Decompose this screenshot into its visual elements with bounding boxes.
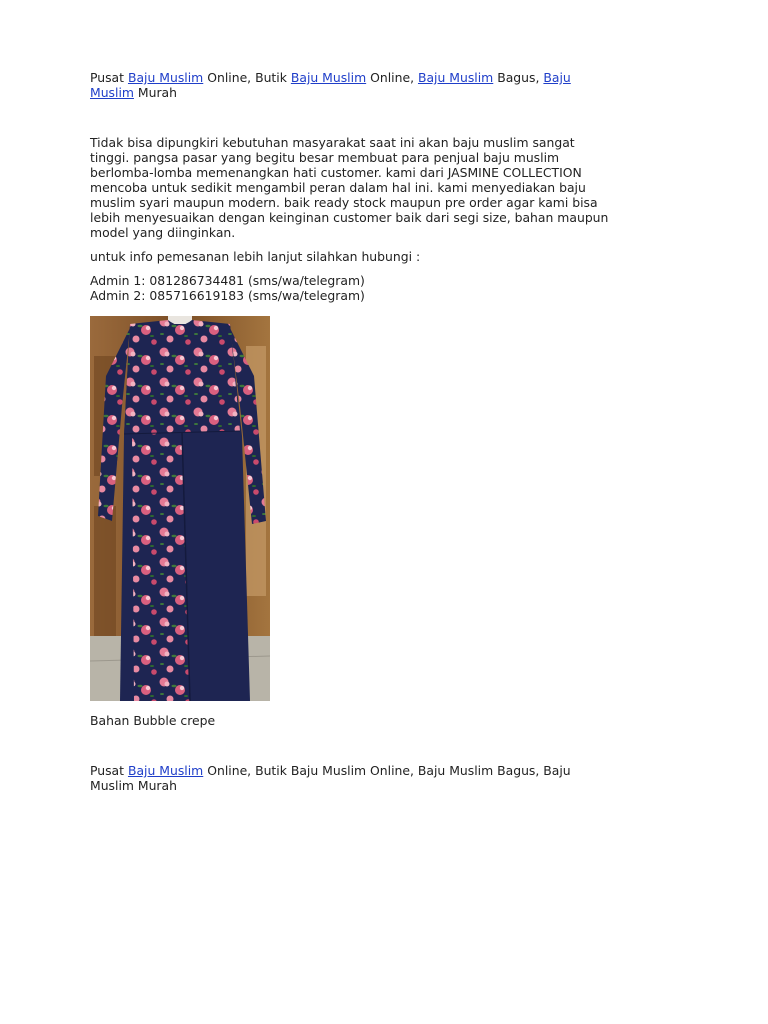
intro-line: berlomba-lomba memenangkan hati customer. kami dari JASMINE COLLECTION	[90, 165, 582, 180]
contact-intro: untuk info pemesanan lebih lanjut silahkan hubungi :	[90, 249, 421, 264]
intro-line: Tidak bisa dipungkiri kebutuhan masyarakat saat ini akan baju muslim sangat	[90, 135, 575, 150]
photo-caption: Bahan Bubble crepe	[90, 713, 216, 728]
intro-line: lebih menyesuaikan dengan keinginan customer baik dari segi size, bahan maupun	[90, 210, 609, 225]
intro-line: muslim syari maupun modern. baik ready stock maupun pre order agar kami bisa	[90, 195, 598, 210]
header-heading	[90, 70, 680, 100]
document-page	[90, 70, 680, 793]
header-text: Online, Butik	[207, 70, 287, 85]
link-baju-muslim-1[interactable]: Baju Muslim	[127, 70, 204, 85]
header-text: Pusat	[90, 70, 125, 85]
footer-heading	[90, 763, 680, 793]
footer-link-baju-muslim[interactable]: Baju Muslim	[127, 763, 204, 778]
header-text: Murah	[137, 85, 178, 100]
admin-contact: Admin 2: 085716619183 (sms/wa/telegram)	[90, 288, 365, 303]
admin-contact: Admin 1: 081286734481 (sms/wa/telegram)	[90, 273, 365, 288]
dress-photo	[90, 316, 270, 701]
intro-line: mencoba untuk sedikit mengambil peran dalam hal ini. kami menyediakan baju	[90, 180, 586, 195]
intro-line: tinggi. pangsa pasar yang begitu besar membuat para penjual baju muslim	[90, 150, 560, 165]
admin-contacts	[90, 273, 680, 303]
footer-text: Muslim Murah	[90, 778, 177, 793]
header-text: Online,	[370, 70, 415, 85]
link-baju-muslim-3[interactable]: Baju Muslim	[417, 70, 494, 85]
intro-line: model yang diinginkan.	[90, 225, 236, 240]
link-baju-muslim-4[interactable]: Baju	[543, 70, 571, 85]
footer-text: Online, Butik Baju Muslim Online, Baju Muslim Bagus, Baju	[207, 763, 571, 778]
intro-paragraph	[90, 135, 680, 240]
header-text: Bagus,	[497, 70, 540, 85]
footer-text: Pusat	[90, 763, 125, 778]
link-baju-muslim-4-cont[interactable]: Muslim	[90, 85, 134, 100]
link-baju-muslim-2[interactable]: Baju Muslim	[290, 70, 367, 85]
